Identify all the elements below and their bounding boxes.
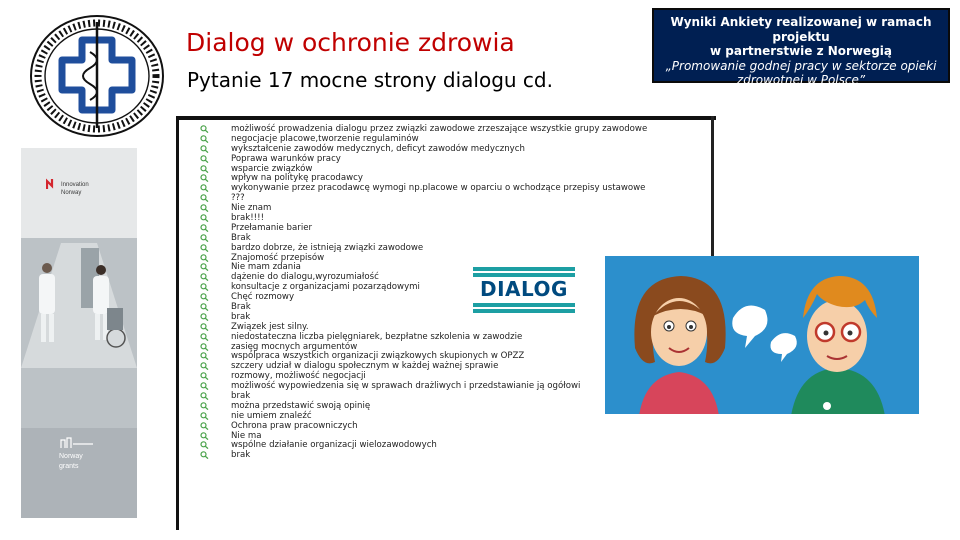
search-icon bbox=[200, 125, 209, 133]
answer-row bbox=[200, 361, 647, 371]
answer-text: ??? bbox=[231, 193, 245, 204]
search-icon bbox=[200, 234, 209, 242]
search-icon bbox=[200, 273, 209, 281]
answer-row bbox=[200, 391, 647, 401]
search-icon bbox=[200, 441, 209, 449]
search-icon bbox=[200, 303, 209, 311]
answer-text: Brak bbox=[231, 301, 251, 312]
page-subtitle: Pytanie 17 mocne strony dialogu cd. bbox=[187, 68, 553, 92]
answer-text: Chęć rozmowy bbox=[231, 292, 295, 303]
info-line-3: „Promowanie godnej pracy w sektorze opieki bbox=[665, 58, 937, 73]
answer-row bbox=[200, 173, 647, 183]
info-line-2: w partnerstwie z Norwegią bbox=[710, 44, 892, 58]
answer-text: brak bbox=[231, 391, 251, 401]
answer-row bbox=[200, 154, 647, 164]
search-icon bbox=[200, 283, 209, 291]
answer-row bbox=[200, 332, 647, 342]
answer-row bbox=[200, 183, 647, 193]
answer-row bbox=[200, 450, 647, 460]
answer-text: rozmowy, możliwość negocjacji bbox=[231, 371, 366, 382]
search-icon bbox=[200, 333, 209, 341]
dialog-cartoon-image bbox=[605, 256, 919, 414]
innovation-label-line2: Norway bbox=[61, 190, 82, 196]
search-icon bbox=[200, 244, 209, 252]
panel-top-border bbox=[176, 116, 716, 120]
answer-row bbox=[200, 342, 647, 352]
union-logo bbox=[24, 12, 172, 140]
dialog-logo-stripe-bottom bbox=[473, 303, 575, 307]
search-icon bbox=[200, 432, 209, 440]
search-icon bbox=[200, 422, 209, 430]
answer-text: Przełamanie barier bbox=[231, 222, 313, 233]
dialog-logo-stripe-bottom-2 bbox=[473, 309, 575, 313]
answer-text: można przedstawić swoją opinię bbox=[231, 400, 371, 411]
answer-row bbox=[200, 371, 647, 381]
search-icon bbox=[200, 343, 209, 351]
answer-text: wsparcie związków bbox=[231, 163, 313, 174]
answer-text: możliwość prowadzenia dialogu przez związki zawodowe zrzeszające wszystkie grupy zawodowe bbox=[231, 123, 648, 134]
answers-list bbox=[200, 124, 647, 460]
search-icon bbox=[200, 293, 209, 301]
answer-text: szczery udział w dialogu społecznym w każdej ważnej sprawie bbox=[231, 361, 499, 372]
info-line-4: zdrowotnej w Polsce” bbox=[736, 73, 866, 87]
dialog-logo-word: DIALOG bbox=[480, 277, 568, 301]
search-icon bbox=[200, 313, 209, 321]
answer-row bbox=[200, 203, 647, 213]
answer-text: Nie ma bbox=[231, 430, 262, 441]
norway-grants-label bbox=[59, 452, 83, 472]
answer-row bbox=[200, 322, 647, 332]
answer-row bbox=[200, 401, 647, 411]
norway-grants-logo-icon bbox=[59, 436, 95, 450]
search-icon bbox=[200, 214, 209, 222]
answer-text: dążenie do dialogu,wyrozumiałość bbox=[231, 272, 379, 283]
answer-row bbox=[200, 282, 647, 292]
answer-row bbox=[200, 233, 647, 243]
innovation-norway-logo-icon bbox=[46, 178, 58, 190]
search-icon bbox=[200, 165, 209, 173]
search-icon bbox=[200, 184, 209, 192]
norway-grants-banner bbox=[21, 148, 137, 518]
answer-text: Związek jest silny. bbox=[231, 321, 309, 332]
grants-label-line1: Norway bbox=[59, 453, 83, 460]
search-icon bbox=[200, 135, 209, 143]
answer-text: Poprawa warunków pracy bbox=[231, 153, 341, 164]
innovation-label-line1: Innovation bbox=[61, 182, 89, 188]
search-icon bbox=[200, 145, 209, 153]
project-info-box bbox=[652, 8, 950, 87]
answer-row bbox=[200, 213, 647, 223]
answer-text: Znajomość przepisów bbox=[231, 252, 325, 263]
answer-text: brak!!!! bbox=[231, 212, 265, 223]
info-line-1: Wyniki Ankiety realizowanej w ramach projektu bbox=[670, 15, 932, 44]
answer-row bbox=[200, 292, 647, 302]
answer-text: zasięg mocnych argumentów bbox=[231, 341, 358, 352]
answer-row bbox=[200, 312, 647, 322]
answer-row bbox=[200, 272, 647, 282]
answer-row bbox=[200, 381, 647, 391]
dialog-logo bbox=[469, 262, 577, 316]
answer-text: wpływ na politykę pracodawcy bbox=[231, 173, 363, 184]
answer-row bbox=[200, 262, 647, 272]
search-icon bbox=[200, 194, 209, 202]
answer-text: możliwość wypowiedzenia się w sprawach drażliwych i przedstawianie ją ogółowi bbox=[231, 381, 581, 392]
answer-row bbox=[200, 421, 647, 431]
search-icon bbox=[200, 402, 209, 410]
answer-row bbox=[200, 134, 647, 144]
dialog-logo-stripe-top bbox=[473, 267, 575, 271]
search-icon bbox=[200, 451, 209, 459]
answer-text: bardzo dobrze, że istnieją związki zawodowe bbox=[231, 242, 424, 253]
answer-row bbox=[200, 411, 647, 421]
search-icon bbox=[200, 382, 209, 390]
answer-text: wspólne działanie organizacji wielozawodowych bbox=[231, 440, 437, 451]
panel-right-border bbox=[711, 116, 714, 256]
answer-row bbox=[200, 351, 647, 361]
answer-text: niedostateczna liczba pielęgniarek, bezpłatne szkolenia w zawodzie bbox=[231, 331, 523, 342]
answer-row bbox=[200, 243, 647, 253]
answer-row bbox=[200, 144, 647, 154]
search-icon bbox=[200, 155, 209, 163]
answer-row bbox=[200, 302, 647, 312]
answer-text: Ochrona praw pracowniczych bbox=[231, 420, 358, 431]
search-icon bbox=[200, 392, 209, 400]
grants-label-line2: grants bbox=[59, 463, 79, 470]
answer-text: wykonywanie przez pracodawcę wymogi np.placowe w oparciu o wchodzące przepisy ustawowe bbox=[231, 183, 646, 194]
answer-row bbox=[200, 164, 647, 174]
answer-row bbox=[200, 223, 647, 233]
search-icon bbox=[200, 204, 209, 212]
answer-row bbox=[200, 124, 647, 134]
answer-text: negocjacje placowe,tworzenie regulaminów bbox=[231, 133, 419, 144]
search-icon bbox=[200, 352, 209, 360]
innovation-norway-label bbox=[61, 181, 89, 197]
answer-text: konsultacje z organizacjami pozarządowymi bbox=[231, 282, 420, 293]
panel-left-border bbox=[176, 116, 179, 530]
search-icon bbox=[200, 263, 209, 271]
answer-row bbox=[200, 441, 647, 451]
page-title: Dialog w ochronie zdrowia bbox=[186, 28, 515, 57]
search-icon bbox=[200, 323, 209, 331]
search-icon bbox=[200, 174, 209, 182]
search-icon bbox=[200, 224, 209, 232]
answer-row bbox=[200, 193, 647, 203]
answer-text: wykształcenie zawodów medycznych, deficyt zawodów medycznych bbox=[231, 143, 525, 154]
answer-text: Brak bbox=[231, 232, 251, 243]
answer-row bbox=[200, 253, 647, 263]
answer-text: wspólpraca wszystkich organizacji związkowych skupionych w OPZZ bbox=[231, 351, 525, 362]
answer-text: brak bbox=[231, 450, 251, 461]
search-icon bbox=[200, 362, 209, 370]
search-icon bbox=[200, 412, 209, 420]
answer-text: nie umiem znaleźć bbox=[231, 410, 312, 421]
answer-text: Nie znam bbox=[231, 203, 272, 214]
search-icon bbox=[200, 372, 209, 380]
answer-text: Nie mam zdania bbox=[231, 262, 301, 273]
answer-text: brak bbox=[231, 311, 251, 322]
search-icon bbox=[200, 254, 209, 262]
